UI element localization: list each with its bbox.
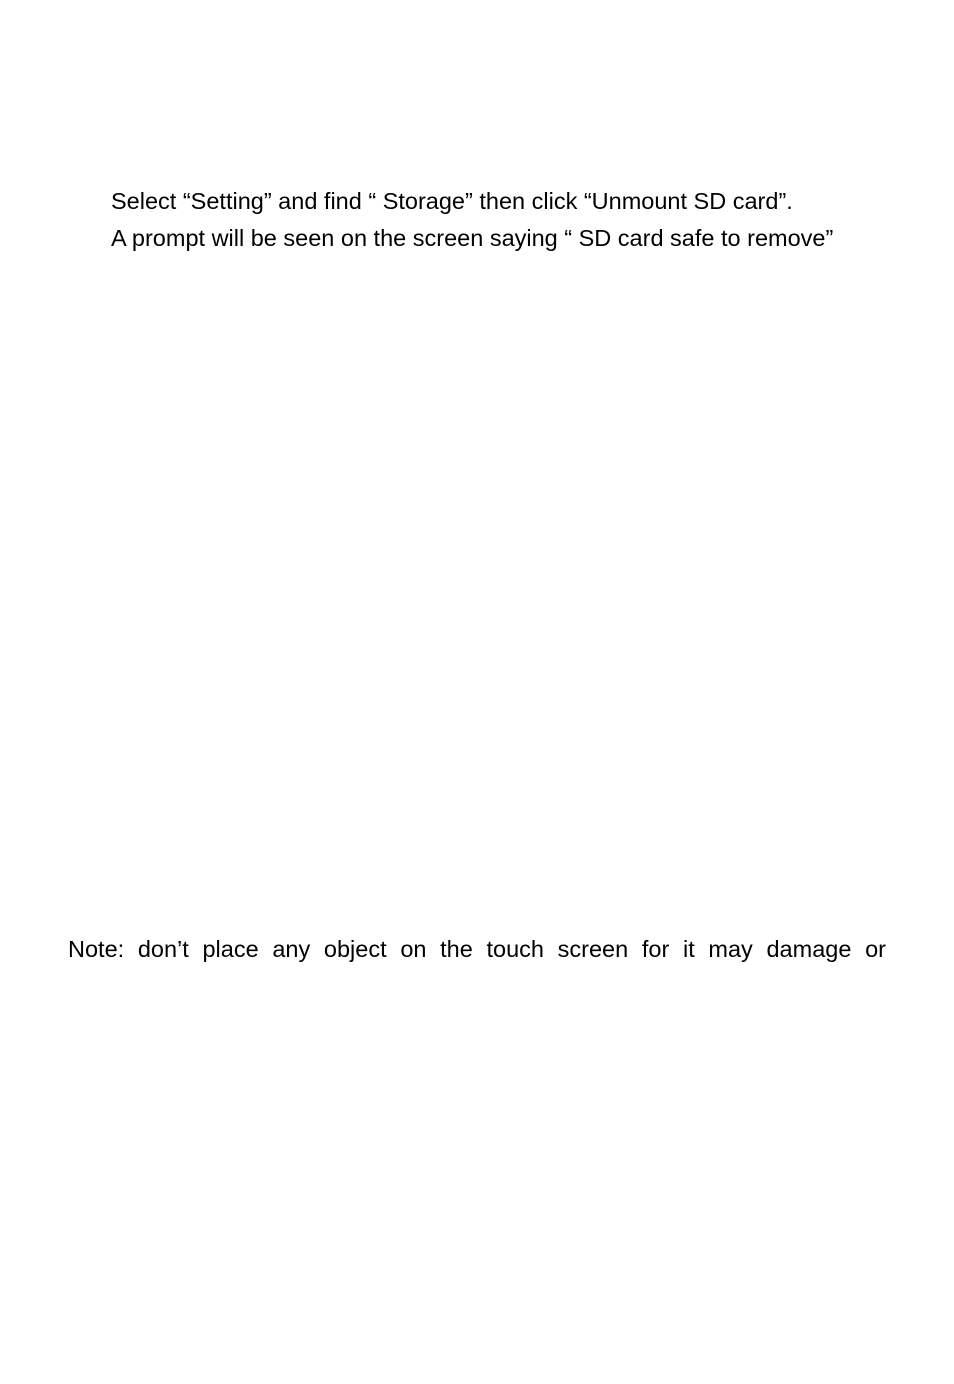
note-text: Note: don’t place any object on the touch screen for it may damage or (68, 936, 886, 962)
instructions-block (111, 183, 911, 257)
instruction-line-prompt: A prompt will be seen on the screen saying “ SD card safe to remove” (111, 225, 834, 251)
instruction-line-unmount: Select “Setting” and find “ Storage” then click “Unmount SD card”. (111, 188, 793, 214)
